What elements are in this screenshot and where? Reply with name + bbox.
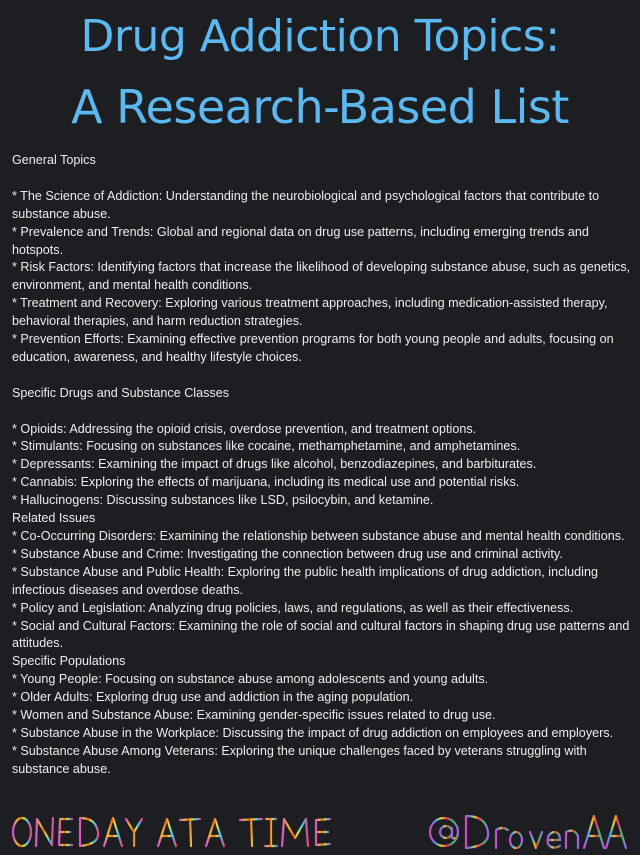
list-item: * Policy and Legislation: Analyzing drug policies, laws, and regulations, as well as their effectiveness. bbox=[12, 600, 574, 615]
list-item: * Cannabis: Exploring the effects of marijuana, including its medical use and potential risks. bbox=[12, 475, 520, 490]
list-item: * Stimulants: Focusing on substances like cocaine, methamphetamine, and amphetamines. bbox=[12, 439, 521, 454]
title-line-1: Drug Addiction Topics: bbox=[80, 11, 560, 62]
list-item: * Opioids: Addressing the opioid crisis, overdose prevention, and treatment options. bbox=[12, 421, 477, 436]
spacer bbox=[12, 367, 636, 385]
list-item: * Substance Abuse Among Veterans: Exploring the unique challenges faced by veterans struggling with substance abuse. bbox=[12, 743, 587, 776]
list-item: * Prevention Efforts: Examining effective prevention programs for both young people and adults, focusing on education, awareness, and healthy lifestyle choices. bbox=[12, 332, 614, 364]
list-item: * Substance Abuse and Public Health: Exploring the public health implications of drug addiction, including infectious diseases and overdose deaths. bbox=[12, 564, 598, 597]
list-item: * Hallucinogens: Discussing substances like LSD, psilocybin, and ketamine. bbox=[12, 493, 434, 508]
title-line-2: A Research-Based List bbox=[71, 80, 569, 134]
list-item: * Prevalence and Trends: Global and regional data on drug use patterns, including emerging trends and hotspots. bbox=[12, 224, 589, 257]
list-item: * Substance Abuse and Crime: Investigating the connection between drug use and criminal activity. bbox=[12, 546, 563, 561]
list-item: * The Science of Addiction: Understanding the neurobiological and psychological factors that contribute to substance abuse. bbox=[12, 188, 600, 221]
spacer bbox=[12, 170, 636, 188]
section-heading-related-issues: Related Issues bbox=[12, 511, 96, 526]
topic-list bbox=[12, 152, 636, 779]
list-item: * Risk Factors: Identifying factors that increase the likelihood of developing substance abuse, such as genetics, environment, and mental health conditions. bbox=[12, 260, 631, 293]
list-item: * Young People: Focusing on substance abuse among adolescents and young adults. bbox=[12, 672, 489, 687]
list-item: * Co-Occurring Disorders: Examining the relationship between substance abuse and mental health conditions. bbox=[12, 528, 625, 543]
list-item: * Social and Cultural Factors: Examining the role of social and cultural factors in shaping drug use patterns and attitudes. bbox=[12, 618, 630, 651]
handwritten-footer bbox=[0, 808, 640, 855]
section-heading-general: General Topics bbox=[12, 153, 96, 167]
motto-handwriting bbox=[13, 818, 340, 846]
list-item: * Depressants: Examining the impact of drugs like alcohol, benzodiazepines, and barbiturates. bbox=[12, 457, 537, 472]
list-item: * Women and Substance Abuse: Examining gender-specific issues related to drug use. bbox=[12, 708, 496, 723]
spacer bbox=[12, 403, 636, 421]
list-item: * Older Adults: Exploring drug use and addiction in the aging population. bbox=[12, 690, 414, 705]
handle-handwriting bbox=[430, 816, 626, 848]
section-heading-specific-drugs: Specific Drugs and Substance Classes bbox=[12, 385, 230, 400]
list-item: * Treatment and Recovery: Exploring various treatment approaches, including medication-assisted therapy, behavioral therapies, and harm reduction strategies. bbox=[12, 296, 608, 329]
page-title bbox=[0, 2, 640, 142]
section-heading-specific-populations: Specific Populations bbox=[12, 654, 126, 669]
list-item: * Substance Abuse in the Workplace: Discussing the impact of drug addiction on employees and employers. bbox=[12, 725, 614, 740]
